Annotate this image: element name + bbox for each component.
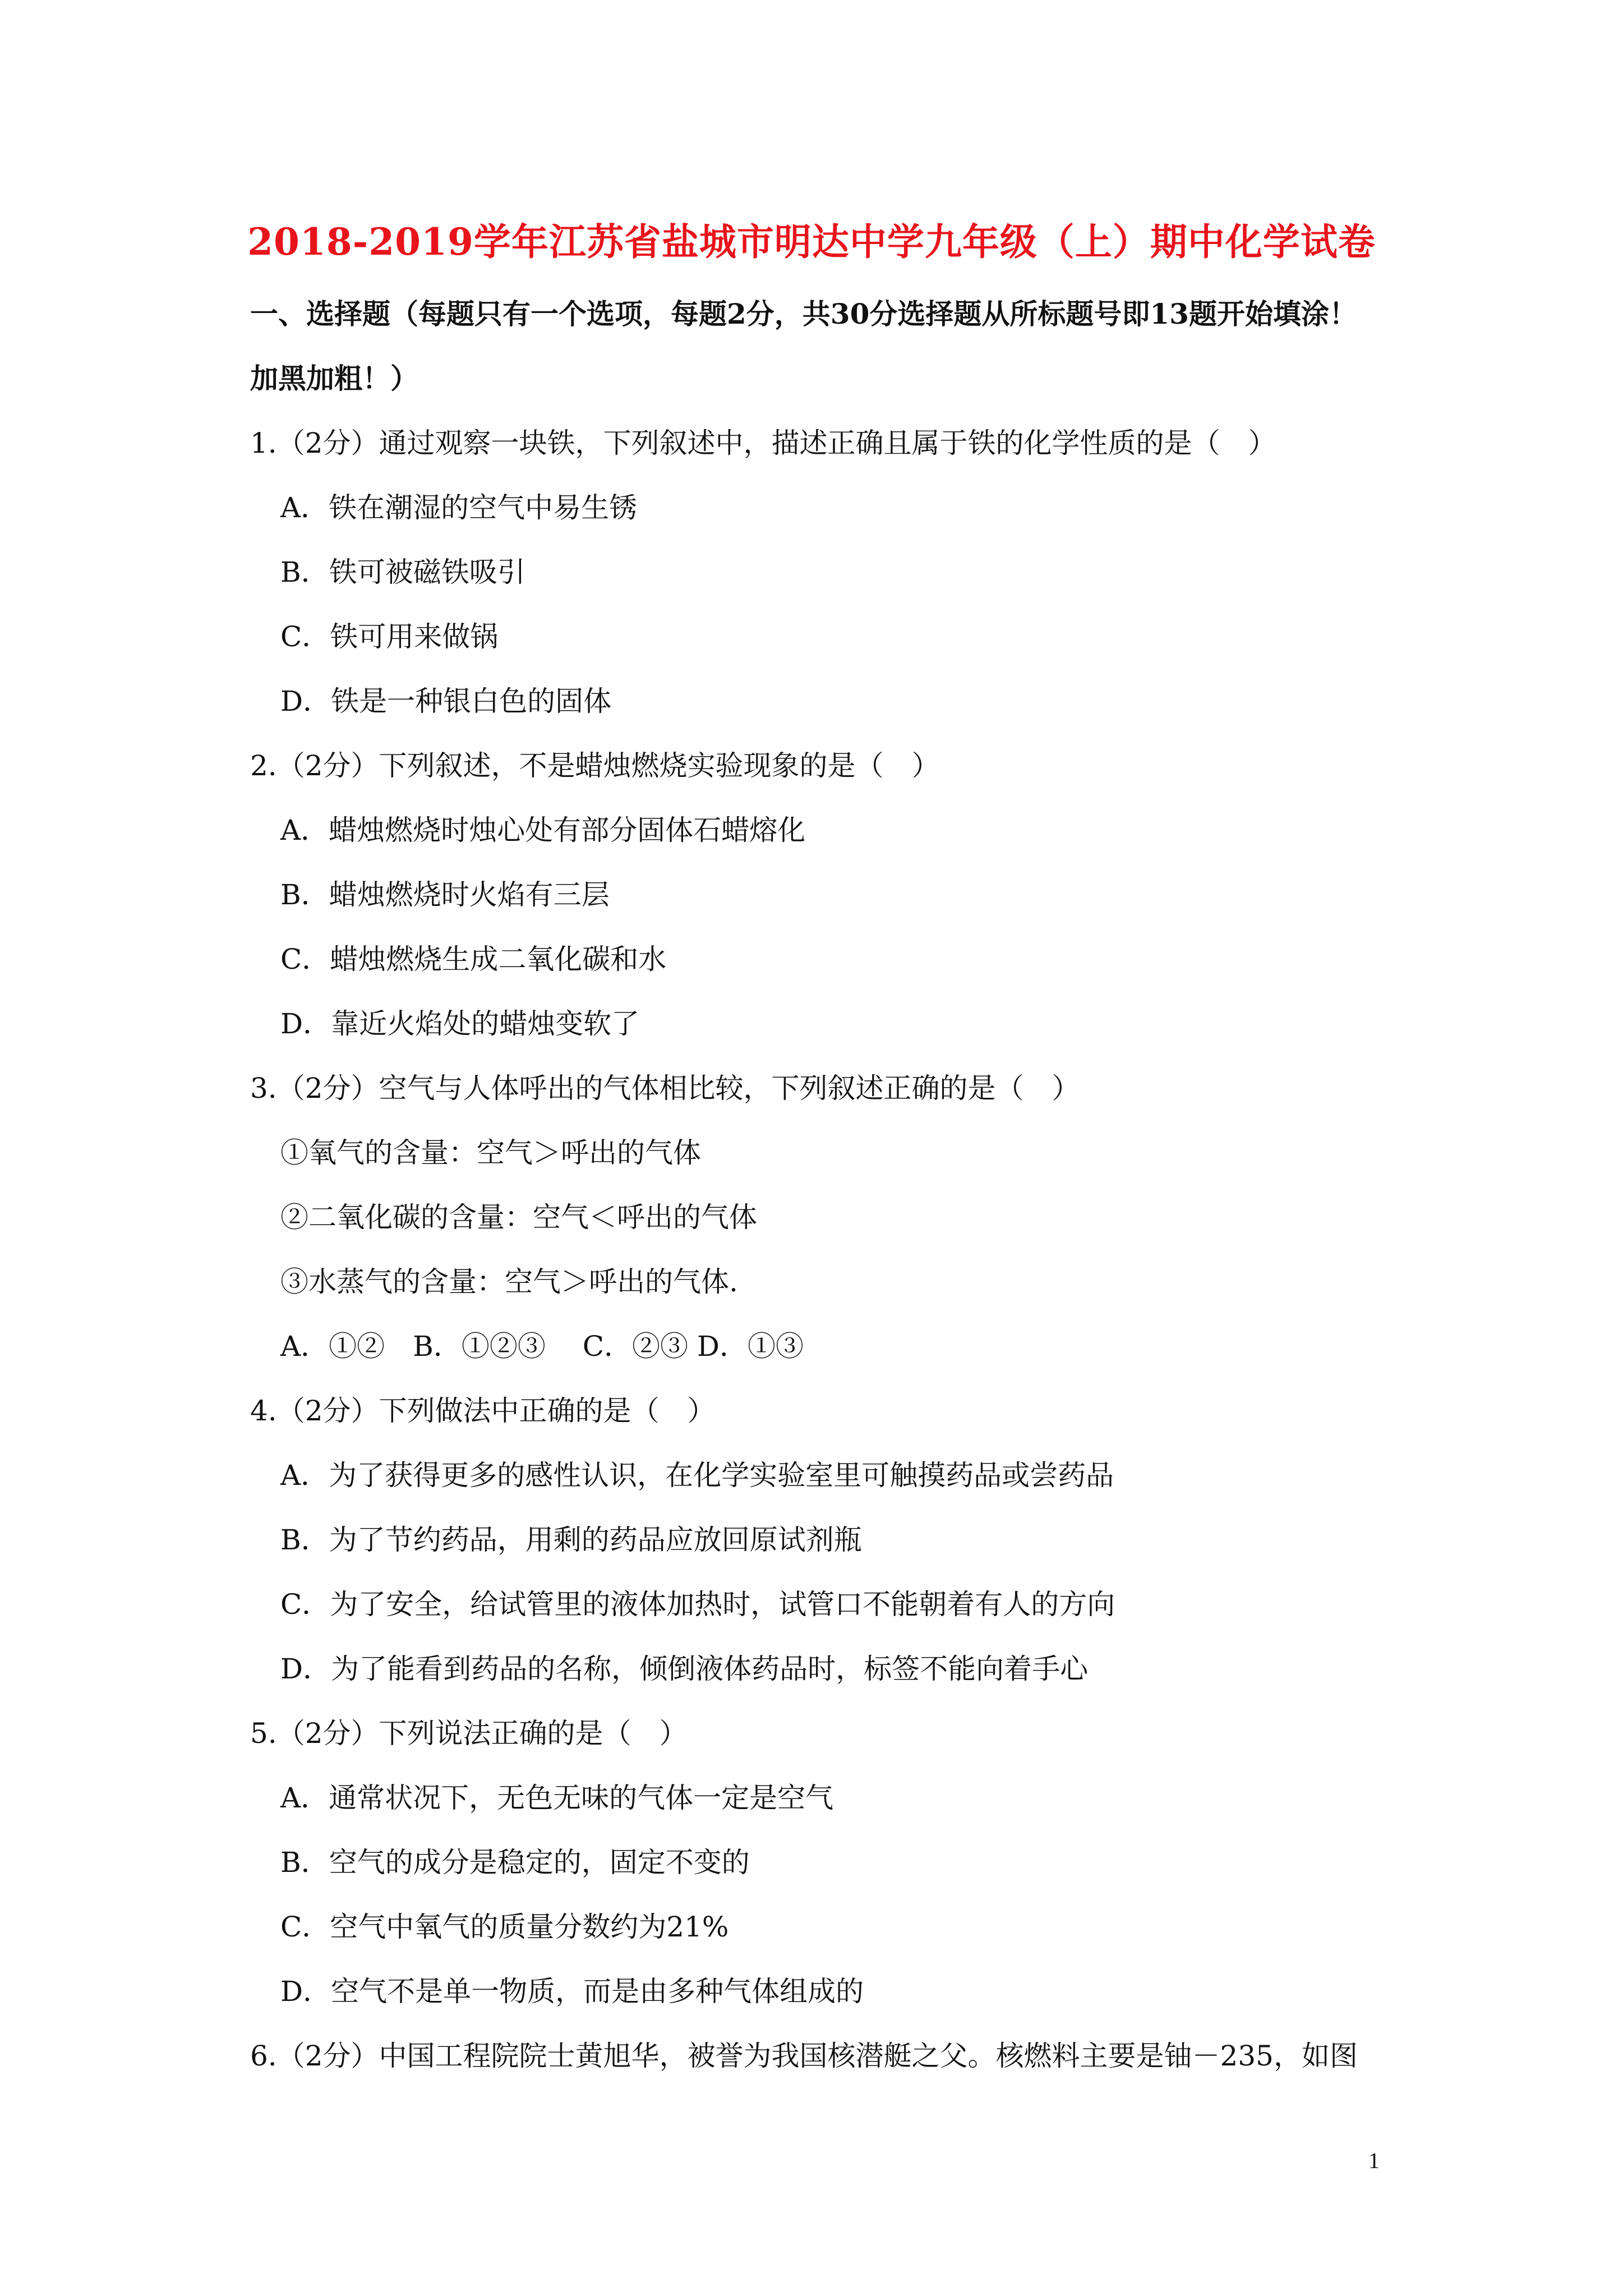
question-3-statement-3: ③水蒸气的含量：空气＞呼出的气体. [280, 1266, 738, 1298]
question-5-option-b: B．空气的成分是稳定的，固定不变的 [280, 1846, 750, 1879]
question-2-stem: 2.（2分）下列叙述，不是蜡烛燃烧实验现象的是（ ） [250, 749, 940, 782]
question-4-option-d: D．为了能看到药品的名称，倾倒液体药品时，标签不能向着手心 [280, 1653, 1089, 1685]
question-2-option-b: B．蜡烛燃烧时火焰有三层 [280, 878, 610, 911]
question-5-stem: 5.（2分）下列说法正确的是（ ） [250, 1717, 688, 1750]
question-5-option-d: D．空气不是单一物质，而是由多种气体组成的 [280, 1975, 864, 2008]
question-3-statement-2: ②二氧化碳的含量：空气＜呼出的气体 [280, 1201, 757, 1234]
question-4-option-a: A．为了获得更多的感性认识，在化学实验室里可触摸药品或尝药品 [280, 1459, 1114, 1492]
section-heading-line-1: 一、选择题（每题只有一个选项，每题2分，共30分选择题从所标题号即13题开始填涂！ [250, 297, 1357, 330]
question-1-stem: 1.（2分）通过观察一块铁，下列叙述中，描述正确且属于铁的化学性质的是（ ） [250, 427, 1276, 459]
question-6-stem: 6.（2分）中国工程院院士黄旭华，被誉为我国核潜艇之父。核燃料主要是铀－235，如图 [250, 2040, 1358, 2072]
question-2-option-a: A．蜡烛燃烧时烛心处有部分固体石蜡熔化 [280, 814, 806, 846]
question-2-option-d: D．靠近火焰处的蜡烛变软了 [280, 1007, 640, 1040]
question-3-choices: A．①② B．①②③ C．②③ D．①③ [280, 1330, 804, 1363]
question-2-option-c: C．蜡烛燃烧生成二氧化碳和水 [280, 943, 667, 976]
question-4-stem: 4.（2分）下列做法中正确的是（ ） [250, 1395, 716, 1427]
question-4-option-c: C．为了安全，给试管里的液体加热时，试管口不能朝着有人的方向 [280, 1588, 1115, 1621]
question-1-option-a: A．铁在潮湿的空气中易生锈 [280, 491, 638, 524]
question-3-statement-1: ①氧气的含量：空气＞呼出的气体 [280, 1137, 701, 1169]
question-5-option-c: C．空气中氧气的质量分数约为21% [280, 1911, 729, 1943]
question-1-option-b: B．铁可被磁铁吸引 [280, 556, 525, 588]
question-1-option-d: D．铁是一种银白色的固体 [280, 685, 612, 717]
page-number: 1 [1368, 2148, 1380, 2173]
question-1-option-c: C．铁可用来做锅 [280, 620, 499, 653]
section-heading-line-2: 加黑加粗！） [250, 362, 418, 395]
question-4-option-b: B．为了节约药品，用剩的药品应放回原试剂瓶 [280, 1524, 862, 1556]
exam-title: 2018-2019学年江苏省盐城市明达中学九年级（上）期中化学试卷 [247, 220, 1376, 264]
question-5-option-a: A．通常状况下，无色无味的气体一定是空气 [280, 1782, 834, 1814]
question-3-stem: 3.（2分）空气与人体呼出的气体相比较，下列叙述正确的是（ ） [250, 1072, 1080, 1105]
